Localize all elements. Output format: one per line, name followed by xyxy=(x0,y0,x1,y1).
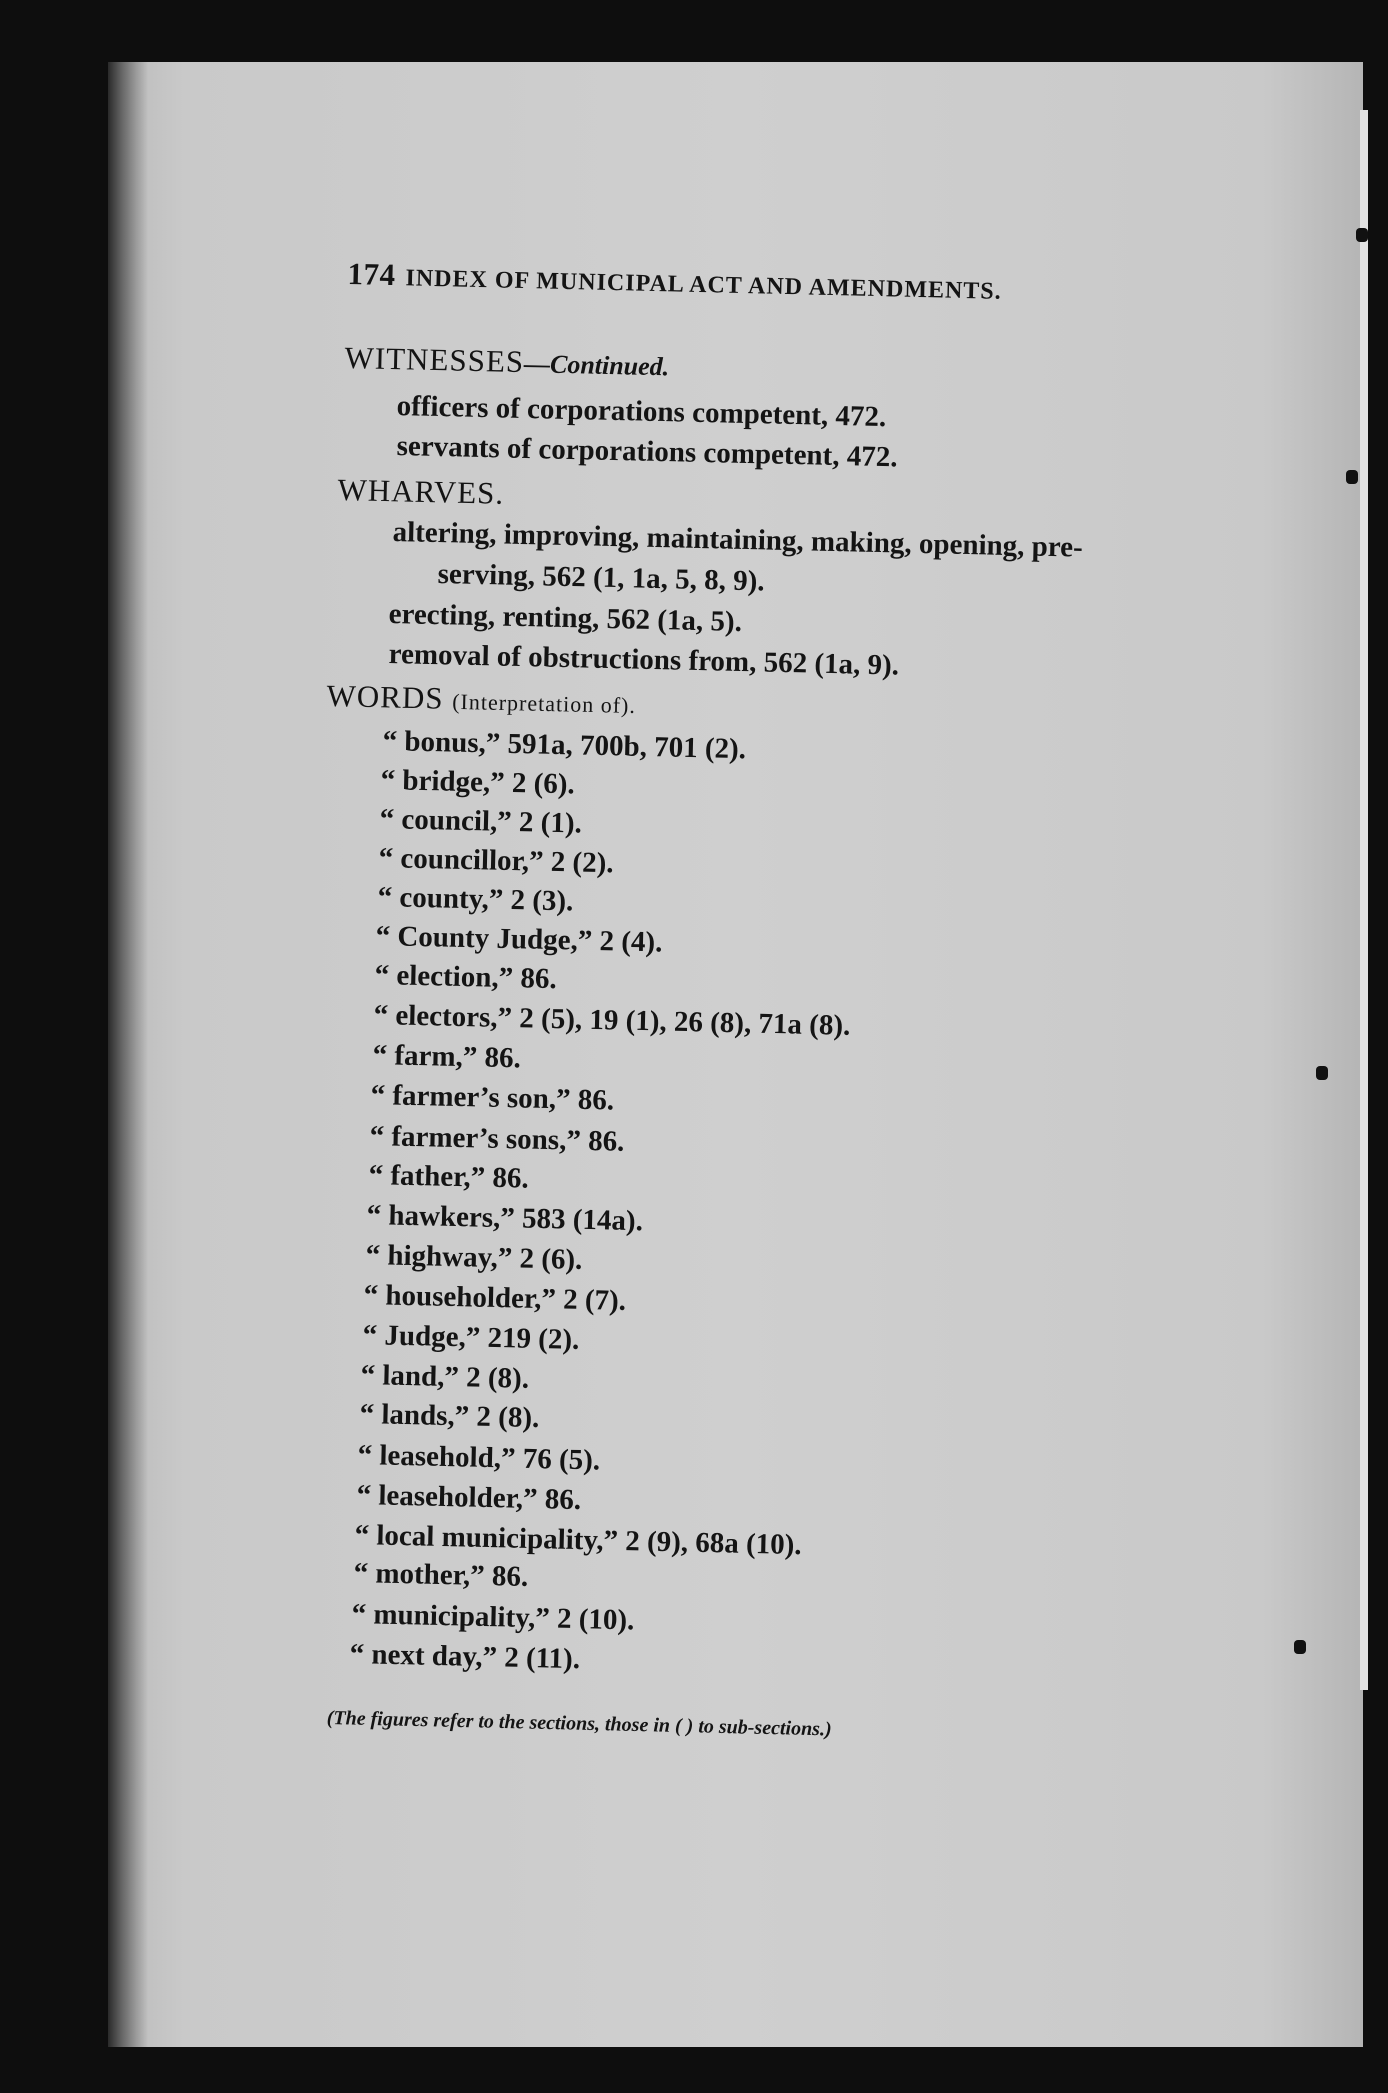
index-heading-witnesses xyxy=(344,342,669,380)
interpretation-entry: “ bonus,” 591a, 700b, 701 (2). xyxy=(382,725,747,766)
interpretation-entry: “ father,” 86. xyxy=(368,1159,530,1195)
interpretation-entry: “ bridge,” 2 (6). xyxy=(380,764,576,801)
book-spine-shadow xyxy=(108,62,148,2047)
interpretation-entry: “ farmer’s sons,” 86. xyxy=(369,1120,625,1158)
interpretation-entry: “ highway,” 2 (6). xyxy=(365,1239,583,1276)
interpretation-entry: “ Judge,” 219 (2). xyxy=(362,1319,580,1356)
interpretation-entry: “ farmer’s son,” 86. xyxy=(370,1079,615,1117)
index-entry: removal of obstructions from, 562 (1a, 9). xyxy=(388,638,900,682)
page-title: INDEX OF MUNICIPAL ACT AND AMENDMENTS. xyxy=(405,265,1002,305)
binding-mark xyxy=(1316,1066,1328,1080)
index-entry: officers of corporations competent, 472. xyxy=(396,390,887,434)
interpretation-entry: “ electors,” 2 (5), 19 (1), 26 (8), 71a (8). xyxy=(373,999,851,1042)
interpretation-entry: “ lands,” 2 (8). xyxy=(359,1398,540,1435)
continued-note: —Continued. xyxy=(523,349,670,382)
page-number: 174 xyxy=(347,256,397,293)
index-entry-continuation: serving, 562 (1, 1a, 5, 8, 9). xyxy=(437,558,765,598)
interpretation-entry: “ land,” 2 (8). xyxy=(360,1359,530,1395)
interpretation-entry: “ householder,” 2 (7). xyxy=(363,1279,627,1317)
footnote: (The figures refer to the sections, those in ( ) to sub-sections.) xyxy=(326,1707,832,1741)
interpretation-entry: “ municipality,” 2 (10). xyxy=(351,1598,635,1637)
interpretation-entry: “ hawkers,” 583 (14a). xyxy=(366,1199,644,1238)
heading-label: WITNESSES xyxy=(344,340,525,380)
index-entry: erecting, renting, 562 (1a, 5). xyxy=(388,598,743,639)
interpretation-entry: “ county,” 2 (3). xyxy=(377,881,574,918)
interpretation-entry: “ leaseholder,” 86. xyxy=(356,1479,582,1517)
interpretation-entry: “ councillor,” 2 (2). xyxy=(378,842,614,880)
interpretation-entry: “ council,” 2 (1). xyxy=(379,803,583,840)
index-entry: altering, improving, maintaining, making, opening, pre- xyxy=(392,516,1084,564)
interpretation-entry: “ election,” 86. xyxy=(374,959,558,996)
index-heading-wharves: WHARVES. xyxy=(337,472,505,511)
heading-subtitle: (Interpretation of). xyxy=(451,688,637,719)
interpretation-entry: “ local municipality,” 2 (9), 68a (10). xyxy=(354,1519,803,1562)
binding-mark xyxy=(1294,1640,1306,1654)
binding-mark xyxy=(1356,228,1368,242)
interpretation-entry: “ leasehold,” 76 (5). xyxy=(357,1439,601,1477)
index-heading-words xyxy=(326,680,636,718)
next-page-edge xyxy=(1360,110,1368,1690)
interpretation-entry: “ mother,” 86. xyxy=(353,1557,529,1593)
heading-label: WORDS xyxy=(326,678,444,716)
binding-mark xyxy=(1346,470,1358,484)
book-page xyxy=(108,62,1363,2047)
interpretation-entry: “ farm,” 86. xyxy=(372,1039,522,1075)
interpretation-entry: “ next day,” 2 (11). xyxy=(349,1638,581,1676)
index-entry: servants of corporations competent, 472. xyxy=(396,430,898,474)
interpretation-entry: “ County Judge,” 2 (4). xyxy=(375,920,663,959)
